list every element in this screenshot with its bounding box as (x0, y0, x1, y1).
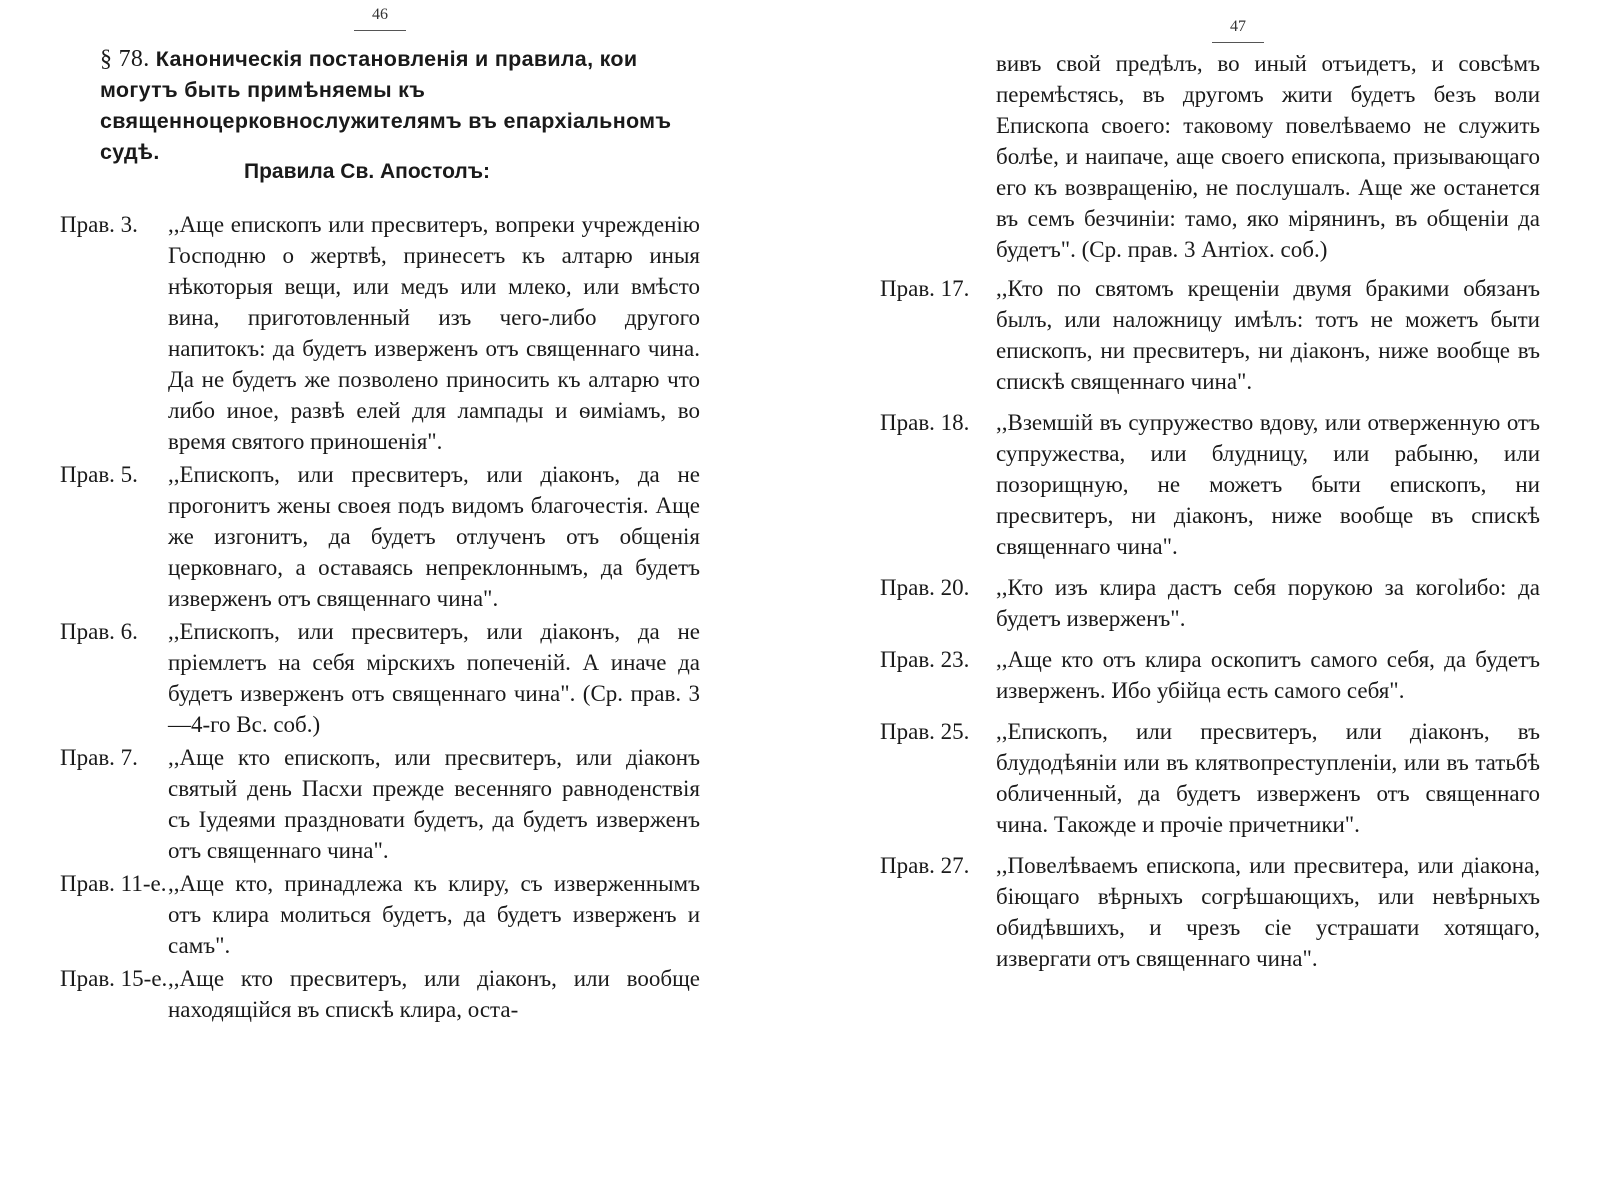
rule-text: ,,Повелѣваемъ епископа, или пресвитера, или діакона, біющаго вѣрныхъ согрѣшающихъ, или невѣрныхъ обидѣвшихъ, и чрезъ сіе устрашати хотящаго, извергати отъ священнаго чина". (996, 853, 1540, 971)
rule-label: Прав. 17. (880, 276, 970, 301)
rule-text: ,,Вземшій въ супружество вдову, или отверженную отъ супружества, или блудницу, или рабыню, или позорищную, не можетъ быти епископъ, ни пресвитеръ, ни діаконъ, ниже вообще въ спискѣ священнаго чина". (996, 410, 1540, 559)
rule-text: ,,Епископъ, или пресвитеръ, или діаконъ, въ блудодѣяніи или въ клятвопреступленіи, или въ татьбѣ обличенный, да будетъ изверженъ отъ священнаго чина. Такожде и прочіе причетники". (996, 719, 1540, 837)
rule-item (60, 868, 700, 961)
rule-text: ,,Аще кто, принадлежа къ клиру, съ изверженнымъ отъ клира молиться будетъ, да будетъ изверженъ и самъ". (168, 871, 700, 958)
rule-label: Прав. 11-е. (60, 871, 167, 896)
rule-label: Прав. 7. (60, 745, 138, 770)
rule-text: ,,Аще кто епископъ, или пресвитеръ, или діаконъ святый день Пасхи прежде весенняго равноденствія съ Іудеями праздновати будетъ, да будетъ изверженъ отъ священнаго чина". (168, 745, 700, 863)
section-heading (100, 44, 700, 168)
rule-text: ,,Епископъ, или пресвитеръ, или діаконъ, да не прогонитъ жены своея подъ видомъ благочестія. Аще же изгонитъ, да будетъ отлученъ отъ общенія церковнаго, а оставаясь непреклоннымъ, да будетъ изверженъ отъ священнаго чина". (168, 462, 700, 611)
subheading: Правила Св. Апостолъ: (244, 160, 491, 183)
rule-item (880, 850, 1540, 974)
rule-label: Прав. 27. (880, 853, 970, 878)
continuation-text: вивъ свой предѣлъ, во иный отъидетъ, и совсѣмъ перемѣстясь, въ другомъ жити будетъ безъ воли Епископа своего: таковому повелѣваемо не служить болѣе, и наипаче, аще своего епископа, призывающаго его къ возвращенію, не послушалъ. Аще же останется въ семъ безчиніи: тамо, яко мірянинъ, въ общеніи да будетъ". (Ср. прав. 3 Антіох. соб.) (996, 51, 1540, 262)
rule-text: ,,Кто изъ клира дастъ себя порукою за когolибо: да будетъ изверженъ". (996, 575, 1540, 631)
rule-text: ,,Аще епископъ или пресвитеръ, вопреки учрежденію Господню о жертвѣ, принесетъ къ алтарю иныя нѣкоторыя вещи, или медъ или млеко, или вмѣсто вина, приготовленный изъ чего-либо другого напитокъ: да будетъ изверженъ отъ священнаго чина. Да не будетъ же позволено приносить къ алтарю что либо иное, развѣ елей для лампады и ѳиміамъ, во время святого приношенія". (168, 212, 700, 454)
rule-label: Прав. 25. (880, 719, 970, 744)
rule-text: ,,Кто по святомъ крещеніи двумя бракими обязанъ былъ, или наложницу имѣлъ: тотъ не можетъ быти епископъ, ни пресвитеръ, ни діаконъ, ниже вообще въ спискѣ священнаго чина". (996, 276, 1540, 394)
page-number: 47 (1208, 18, 1268, 43)
rule-label: Прав. 15-е. (60, 966, 168, 991)
rule-item (880, 273, 1540, 397)
rule-label: Прав. 6. (60, 619, 138, 644)
rule-item (60, 459, 700, 614)
page-number: 46 (350, 6, 410, 31)
rule-label: Прав. 20. (880, 575, 970, 600)
rule-item (60, 209, 700, 457)
rule-list (880, 48, 1540, 984)
rule-item (60, 742, 700, 866)
rule-item (880, 572, 1540, 634)
rule-text: ,,Аще кто отъ клира оскопитъ самого себя, да будетъ изверженъ. Ибо убійца есть самого себя". (996, 647, 1540, 703)
rule-text: ,,Епископъ, или пресвитеръ, или діаконъ, да не пріемлетъ на себя мірскихъ попеченій. А иначе да будетъ изверженъ отъ священнаго чина". (Ср. прав. 3—4-го Вс. соб.) (168, 619, 700, 737)
rule-list (60, 209, 700, 1027)
section-sign: § 78. (100, 46, 150, 72)
right-page (800, 0, 1600, 1177)
rule-label: Прав. 5. (60, 462, 138, 487)
rule-item (60, 616, 700, 740)
rule-label: Прав. 18. (880, 410, 970, 435)
rule-label: Прав. 3. (60, 212, 138, 237)
rule-item (880, 644, 1540, 706)
rule-item (60, 963, 700, 1025)
rule-text: ,,Аще кто пресвитеръ, или діаконъ, или вообще находящійся въ спискѣ клира, оста- (168, 966, 700, 1022)
rule-item (880, 716, 1540, 840)
rule-item (880, 407, 1540, 562)
section-heading-text: Каноническія постановленія и правила, кои могутъ быть примѣняемы къ священноцерковнослужителямъ въ епархіальномъ судѣ. (100, 47, 672, 164)
rule-label: Прав. 23. (880, 647, 970, 672)
